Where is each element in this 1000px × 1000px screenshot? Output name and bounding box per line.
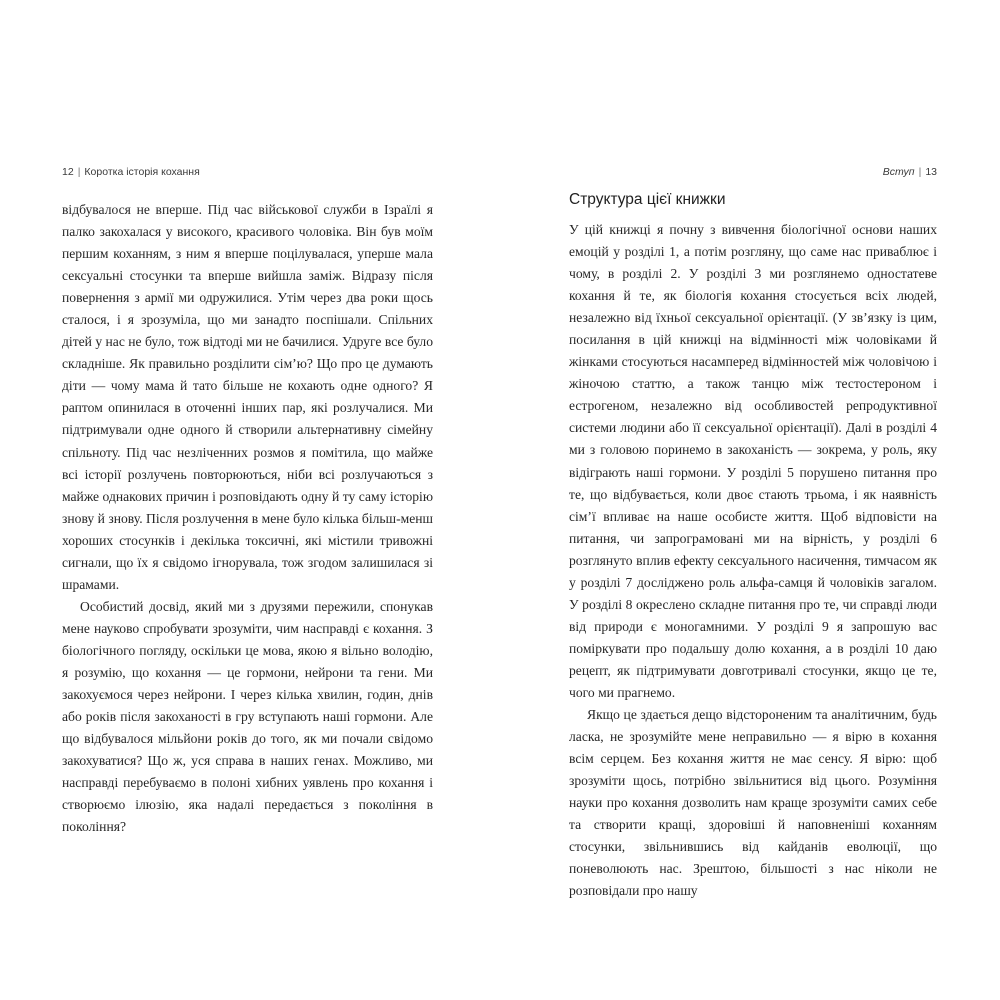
left-page-number: 12 — [62, 166, 74, 178]
right-page-number: 13 — [925, 166, 937, 178]
left-page — [62, 0, 433, 1000]
right-body-text — [569, 219, 937, 902]
left-paragraph-1: відбувалося не вперше. Під час військової служби в Ізраїлі я палко закохалася у високого, красивого чоловіка. Він був моїм першим коханням, з ним я вперше поцілувалася, уперше мала сексуальні стосунки та вперше вийшла заміж. Відразу після повернення з армії ми одружилися. Утім через два роки щось сталося, і я зрозуміла, що ми занадто поспішали. Спільних дітей у нас не було, тож відтоді ми не бачилися. Удруге все було складніше. Як правильно розділити сім’ю? Що про це думають діти — чому мама й тато більше не кохають одне одного? Я раптом опинилася в оточенні інших пар, які розлучалися. Ми підтримували одне одного й створили альтернативну сімейну спільноту. Під час незліченних розмов я помітила, що майже всі історії розлучень повторюються, ніби всі розлучаються з майже однакових причин і розповідають одну й ту саму історію знову й знову. Після розлучення в мене було кілька більш-менш хороших стосунків і декілька токсичні, які містили тривожні сигнали, що їх я свідомо ігнорувала, тож згодом залишилася зі шрамами. — [62, 202, 434, 592]
left-running-title: Коротка історія кохання — [84, 166, 200, 178]
right-paragraph-2: Якщо це здається дещо відстороненим та аналітичним, будь ласка, не зрозумійте мене неправильно — я вірю в кохання всім серцем. Без кохання життя не має сенсу. Я вірю: щоб зрозуміти щось, потрібно звільнитися від цього. Розуміння науки про кохання дозволить нам краще зрозуміти самих себе та створити кращі, здоровіші й наповненіші коханням стосунки, звільнившись від кайданів еволюції, що поневолюють нас. Зрештою, більшості з нас ніколи не розповідали про нашу — [569, 707, 937, 899]
left-paragraph-2: Особистий досвід, який ми з друзями пережили, спонукав мене науково спробувати зрозуміти, чим насправді є кохання. З біологічного погляду, оскільки це мова, якою я вільно володію, я розумію, що кохання — це гормони, нейрони та гени. Ми закохуємося через нейрони. І через кілька хвилин, годин, днів або років після закоханості в гру вступають наші гормони. Але що відбувалося мільйони років до того, як ми почали свідомо закохуватися? Що ж, уся справа в наших генах. Можливо, ми насправді перебуваємо в полоні хибних уявлень про кохання і створюємо ілюзію, яка надалі передається з покоління в покоління? — [62, 598, 433, 835]
left-running-head — [62, 166, 200, 178]
right-page — [569, 0, 937, 1000]
right-running-head — [883, 166, 937, 178]
right-paragraph-1: У цій книжці я почну з вивчення біологічної основи наших емоцій у розділі 1, а потім розгляну, що саме нас приваблює і чому, в розділі 2. У розділі 3 ми розглянемо одностатеве кохання й те, як біологія кохання стосується всіх людей, незалежно від їхньої сексуальної орієнтації. (У зв’язку із цим, посилання в цій книжці на відмінності між чоловіками й жінками стосуються насамперед відмінностей між чоловічою і жіночою статтю, а також танцю між тестостероном і естрогеном, незалежно від особливостей репродуктивної системи людини або її сексуальної орієнтації). Далі в розділі 4 ми з головою поринемо в закоханість — зокрема, у роль, яку відіграють наші гормони. У розділі 5 порушено питання про те, що відбувається, коли двоє стають трьома, і як наявність сім’ї впливає на наше особисте життя. Щоб відповісти на питання, чи запрограмовані ми на вірність, у розділі 6 розглянуто вплив ефекту сексуального насичення, тимчасом як у розділі 7 досліджено роль альфа-самця й чоловіків загалом. У розділі 8 окреслено складне питання про те, чи справді люди від природи є моногамними. У розділі 9 я запрошую вас поміркувати про подальшу долю кохання, а в розділі 10 даю рецепт, як підтримувати довготривалі стосунки, якщо це те, чого ми прагнемо. — [569, 222, 937, 700]
running-head-divider: | — [77, 166, 81, 178]
right-running-title: Вступ — [882, 166, 915, 178]
left-body-text — [62, 199, 433, 838]
running-head-divider: | — [918, 166, 922, 178]
section-heading: Структура цієї книжки — [569, 191, 726, 208]
